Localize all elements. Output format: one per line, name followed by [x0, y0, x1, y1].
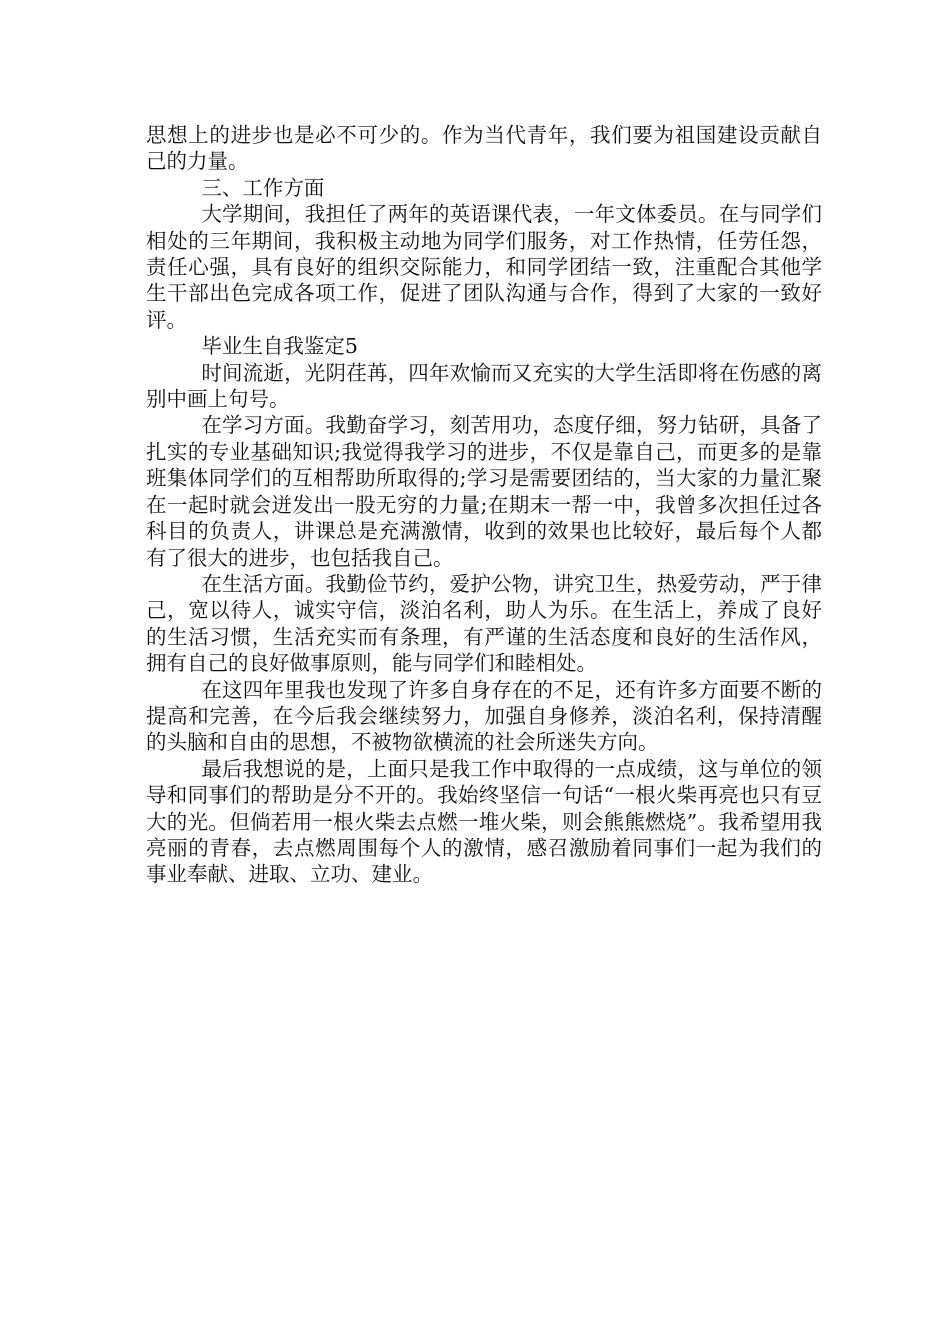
section-heading-work: 三、工作方面	[201, 175, 325, 200]
paragraph-1: 思想上的进步也是必不可少的。作为当代青年，我们要为祖国建设贡献自己的力量。	[146, 123, 822, 174]
paragraph-shortcomings: 在这四年里我也发现了许多自身存在的不足，还有许多方面要不断的提高和完善，在今后我会继续努力，加强自身修养，淡泊名利，保持清醒的头脑和自由的思想，不被物欲横流的社会所迷失方向。	[146, 677, 822, 755]
paragraph-life: 在生活方面。我勤俭节约，爱护公物，讲究卫生，热爱劳动，严于律己，宽以待人，诚实守信，淡泊名利，助人为乐。在生活上，养成了良好的生活习惯，生活充实而有条理，有严谨的生活态度和良好的生活作风，拥有自己的良好做事原则，能与同学们和睦相处。	[146, 571, 822, 676]
paragraph-conclusion: 最后我想说的是，上面只是我工作中取得的一点成绩，这与单位的领导和同事们的帮助是分不开的。我始终坚信一句话“一根火柴再亮也只有豆大的光。但倘若用一根火柴去点燃一堆火柴，则会熊熊燃烧”。我希望用我亮丽的青春，去点燃周围每个人的激情，感召激励着同事们一起为我们的事业奉献、进取、立功、建业。	[146, 756, 822, 887]
document-body	[146, 122, 822, 888]
paragraph-study: 在学习方面。我勤奋学习，刻苦用功，态度仔细，努力钻研，具备了扎实的专业基础知识;我觉得我学习的进步，不仅是靠自己，而更多的是靠班集体同学们的互相帮助所取得的;学习是需要团结的，当大家的力量汇聚在一起时就会迸发出一股无穷的力量;在期末一帮一中，我曾多次担任过各科目的负责人，讲课总是充满激情，收到的效果也比较好，最后每个人都有了很大的进步，也包括我自己。	[146, 413, 822, 570]
paragraph-work: 大学期间，我担任了两年的英语课代表，一年文体委员。在与同学们相处的三年期间，我积极主动地为同学们服务，对工作热情，任劳任怨，责任心强，具有良好的组织交际能力，和同学团结一致，注重配合其他学生干部出色完成各项工作，促进了团队沟通与合作，得到了大家的一致好评。	[146, 202, 822, 332]
paragraph-intro: 时间流逝，光阴荏苒，四年欢愉而又充实的大学生活即将在伤感的离别中画上句号。	[146, 360, 822, 412]
section-heading-self-evaluation-5: 毕业生自我鉴定5	[201, 334, 358, 359]
